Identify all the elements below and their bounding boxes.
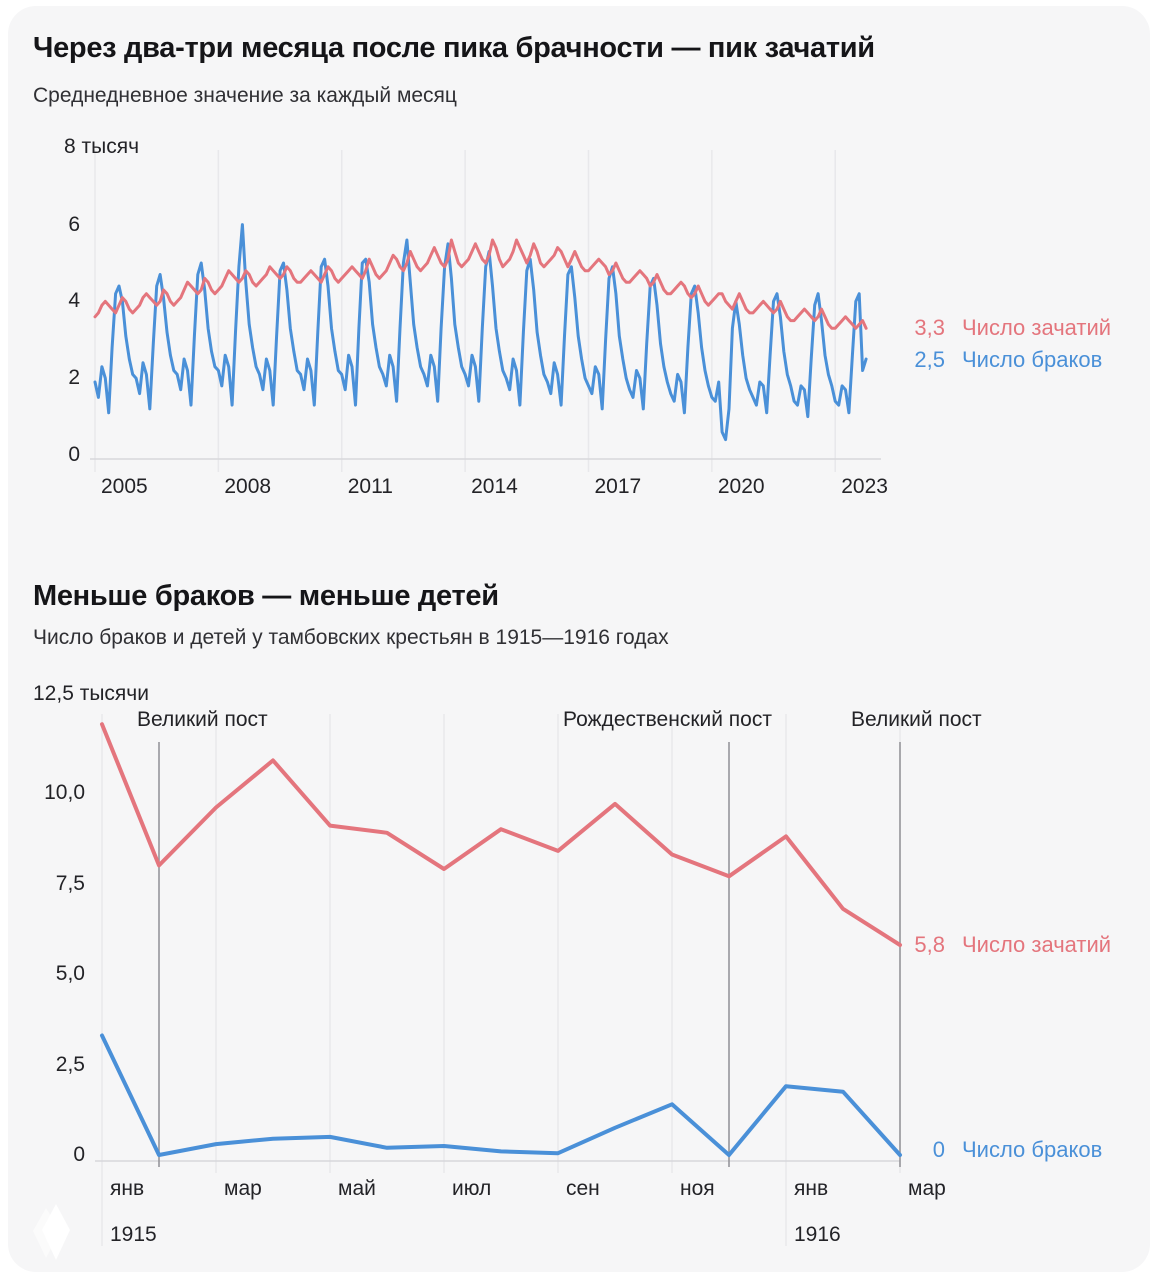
chart2-year-label: 1916 — [794, 1223, 841, 1246]
chart2-x-tick-label: ноя — [680, 1177, 715, 1200]
chart1-subtitle: Среднедневное значение за каждый месяц — [33, 84, 457, 107]
annotation-nativity-fast: Рождественский пост — [563, 708, 772, 731]
chart2-legend-marriages-label: Число браков — [962, 1137, 1103, 1162]
chart1-unit-label: 8 тысяч — [64, 135, 140, 158]
chart2-y-tick-label: 7,5 — [55, 871, 85, 895]
chart2-x-tick-label: мар — [224, 1177, 262, 1200]
annotation-great-lent-1915: Великий пост — [137, 708, 268, 731]
chart2-y-tick-label: 2,5 — [55, 1052, 85, 1076]
chart2-y-tick-label: 5,0 — [55, 962, 85, 985]
annotation-great-lent-1916: Великий пост — [851, 708, 982, 731]
chart2-year-label: 1915 — [110, 1223, 157, 1246]
chart1-y-tick-label: 6 — [68, 212, 80, 236]
chart2-legend-marriages-value: 0 — [932, 1137, 945, 1162]
chart1-x-tick-label: 2023 — [841, 475, 888, 498]
chart2-y-tick-label: 10,0 — [44, 781, 85, 804]
chart1-legend-conceptions — [905, 315, 1111, 341]
chart1-x-tick-label: 2008 — [224, 475, 272, 498]
chart1-x-tick-label: 2011 — [347, 475, 393, 498]
chart2-x-tick-label: янв — [110, 1177, 145, 1200]
chart1-legend-conceptions-value: 3,3 — [914, 315, 945, 340]
chart1-x-tick-label: 2020 — [717, 475, 765, 498]
chart2-subtitle: Число браков и детей у тамбовских крестьян в 1915—1916 годах — [33, 626, 669, 649]
chart1-y-tick-label: 2 — [68, 366, 80, 390]
chart1-legend-marriages-value: 2,5 — [914, 347, 945, 372]
chart1-y-tick-label: 0 — [68, 443, 80, 466]
chart1-legend-conceptions-label: Число зачатий — [962, 315, 1112, 340]
chart2-x-tick-label: янв — [794, 1177, 829, 1200]
chart2-x-tick-label: мар — [908, 1177, 946, 1200]
chart2-title: Меньше браков — меньше детей — [33, 580, 499, 612]
chart2-y-tick-label: 0 — [73, 1143, 85, 1166]
chart2-legend-conceptions-label: Число зачатий — [962, 932, 1112, 957]
chart1-x-tick-label: 2017 — [594, 475, 642, 498]
chart2-x-tick-label: сен — [566, 1177, 600, 1200]
chart1-legend-marriages — [905, 347, 1102, 373]
chart1-legend-marriages-label: Число браков — [962, 347, 1103, 372]
chart2-legend-marriages — [905, 1137, 1102, 1163]
chart2-legend-conceptions-value: 5,8 — [914, 932, 945, 957]
chart1-y-tick-label: 4 — [68, 289, 80, 313]
chart2-unit-label: 12,5 тысячи — [33, 682, 149, 705]
chart2-legend-conceptions — [905, 932, 1111, 958]
chart1-title: Через два-три месяца после пика брачности — пик зачатий — [33, 32, 875, 64]
chart2-x-tick-label: май — [338, 1177, 376, 1200]
chart2-x-tick-label: июл — [452, 1177, 492, 1200]
chart1-x-tick-label: 2005 — [101, 475, 148, 498]
chart1-x-tick-label: 2014 — [471, 475, 518, 498]
